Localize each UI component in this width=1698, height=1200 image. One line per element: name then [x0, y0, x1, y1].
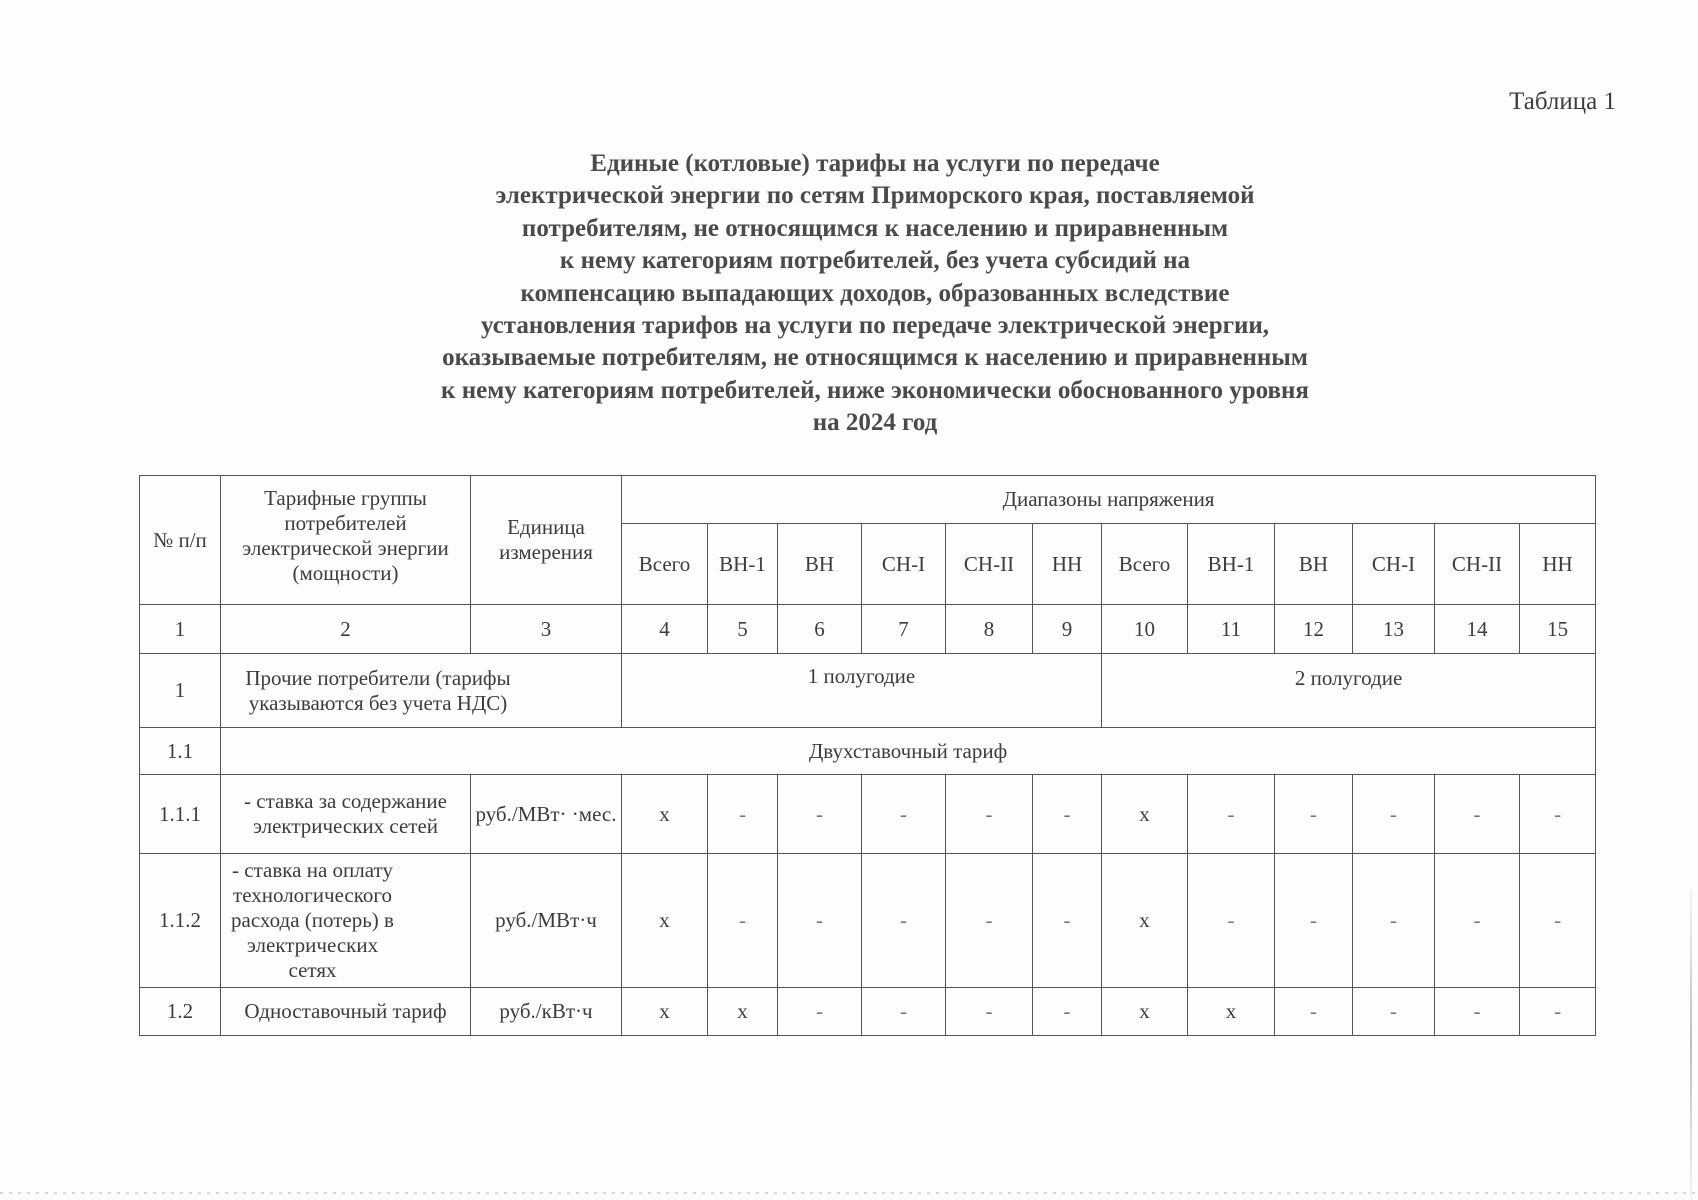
row-num: 1.1.1	[140, 775, 221, 854]
half-year-1: 1 полугодие	[622, 654, 1102, 728]
row-value: x	[1102, 988, 1188, 1036]
row-value: -	[1353, 854, 1435, 988]
row-unit: руб./кВт·ч	[471, 988, 622, 1036]
column-number: 12	[1275, 605, 1353, 654]
voltage-header: СН-I	[862, 524, 946, 605]
voltage-header: СН-II	[946, 524, 1033, 605]
row-value: -	[1188, 854, 1275, 988]
row-value: x	[1188, 988, 1275, 1036]
row-value: -	[862, 988, 946, 1036]
column-number: 8	[946, 605, 1033, 654]
column-number: 1	[140, 605, 221, 654]
row-value: -	[1033, 775, 1102, 854]
voltage-header: СН-I	[1353, 524, 1435, 605]
row-value: x	[622, 854, 708, 988]
voltage-header: СН-II	[1435, 524, 1520, 605]
column-number: 13	[1353, 605, 1435, 654]
row-value: x	[622, 988, 708, 1036]
row-label: Одноставочный тариф	[221, 988, 471, 1036]
title-line: электрической энергии по сетям Приморского края, поставляемой	[495, 182, 1255, 210]
column-number: 15	[1520, 605, 1596, 654]
voltage-header: ВН	[1275, 524, 1353, 605]
row-value: x	[1102, 775, 1188, 854]
row-value: -	[778, 775, 862, 854]
header-tariff-group: Тарифные группы потребителей электрической энергии (мощности)	[221, 476, 471, 605]
voltage-header: ВН	[778, 524, 862, 605]
title-line: компенсацию выпадающих доходов, образованных вследствие	[520, 279, 1230, 307]
row-num: 1.2	[140, 988, 221, 1036]
table-row	[140, 988, 1596, 1036]
row-value: x	[708, 988, 778, 1036]
row-value: -	[708, 775, 778, 854]
column-number: 4	[622, 605, 708, 654]
column-number: 14	[1435, 605, 1520, 654]
column-number: 6	[778, 605, 862, 654]
row-value: -	[862, 775, 946, 854]
row-value: -	[1435, 988, 1520, 1036]
row-value: -	[1275, 775, 1353, 854]
row-value: -	[1033, 988, 1102, 1036]
row-value: -	[862, 854, 946, 988]
column-number: 3	[471, 605, 622, 654]
row-value: x	[1102, 854, 1188, 988]
column-number: 10	[1102, 605, 1188, 654]
voltage-header: ВН-1	[708, 524, 778, 605]
column-number: 2	[221, 605, 471, 654]
title-line: к нему категориям потребителей, без учета субсидий на	[559, 247, 1191, 275]
section-label: Прочие потребители (тарифы указываются без учета НДС)	[221, 654, 622, 728]
row-value: -	[1188, 775, 1275, 854]
voltage-header: НН	[1520, 524, 1596, 605]
title-line: к нему категориям потребителей, ниже экономически обоснованного уровня	[441, 376, 1309, 404]
row-unit: руб./МВт· ·мес.	[471, 775, 622, 854]
half-year-2: 2 полугодие	[1102, 654, 1596, 728]
row-label: - ставка на оплату технологического расхода (потерь) в электрических сетях	[221, 854, 471, 988]
section-num: 1	[140, 654, 221, 728]
row-value: -	[1275, 988, 1353, 1036]
table-number-label: Таблица 1	[1509, 88, 1616, 115]
subsection-num: 1.1	[140, 728, 221, 775]
scan-edge-shadow	[1690, 890, 1692, 1200]
row-value: -	[1353, 775, 1435, 854]
row-value: -	[778, 854, 862, 988]
row-label: - ставка за содержание электрических сетей	[221, 775, 471, 854]
title-line: Единые (котловые) тарифы на услуги по передаче	[590, 150, 1160, 177]
title-line: на 2024 год	[812, 409, 938, 437]
column-number: 7	[862, 605, 946, 654]
section-row-other-consumers	[140, 654, 1596, 728]
column-number: 9	[1033, 605, 1102, 654]
header-row-top	[140, 476, 1596, 524]
row-value: -	[1520, 775, 1596, 854]
row-value: -	[1033, 854, 1102, 988]
column-number-row	[140, 605, 1596, 654]
table-row	[140, 775, 1596, 854]
voltage-header: ВН-1	[1188, 524, 1275, 605]
document-title	[330, 148, 1420, 440]
title-line: потребителям, не относящимся к населению и приравненным	[521, 214, 1229, 242]
row-value: -	[946, 988, 1033, 1036]
row-value: -	[1435, 775, 1520, 854]
row-value: -	[946, 775, 1033, 854]
tariff-table	[139, 475, 1596, 1036]
row-value: -	[1275, 854, 1353, 988]
voltage-header: Всего	[622, 524, 708, 605]
row-value: -	[1520, 854, 1596, 988]
row-value: -	[778, 988, 862, 1036]
row-value: -	[1520, 988, 1596, 1036]
row-value: -	[946, 854, 1033, 988]
row-num: 1.1.2	[140, 854, 221, 988]
scan-bottom-noise	[0, 1192, 1698, 1194]
voltage-header: Всего	[1102, 524, 1188, 605]
column-number: 5	[708, 605, 778, 654]
table-row	[140, 854, 1596, 988]
column-number: 11	[1188, 605, 1275, 654]
header-num: № п/п	[140, 476, 221, 605]
row-value: -	[708, 854, 778, 988]
title-line: установления тарифов на услуги по передаче электрической энергии,	[480, 312, 1270, 340]
row-value: -	[1353, 988, 1435, 1036]
title-line: оказываемые потребителям, не относящимся к населению и приравненным	[442, 344, 1308, 372]
header-unit: Единица измерения	[471, 476, 622, 605]
voltage-header: НН	[1033, 524, 1102, 605]
header-voltage-ranges: Диапазоны напряжения	[622, 476, 1596, 524]
row-value: -	[1435, 854, 1520, 988]
subsection-row-two-rate	[140, 728, 1596, 775]
subsection-label: Двухставочный тариф	[221, 728, 1596, 775]
row-value: x	[622, 775, 708, 854]
row-unit: руб./МВт·ч	[471, 854, 622, 988]
